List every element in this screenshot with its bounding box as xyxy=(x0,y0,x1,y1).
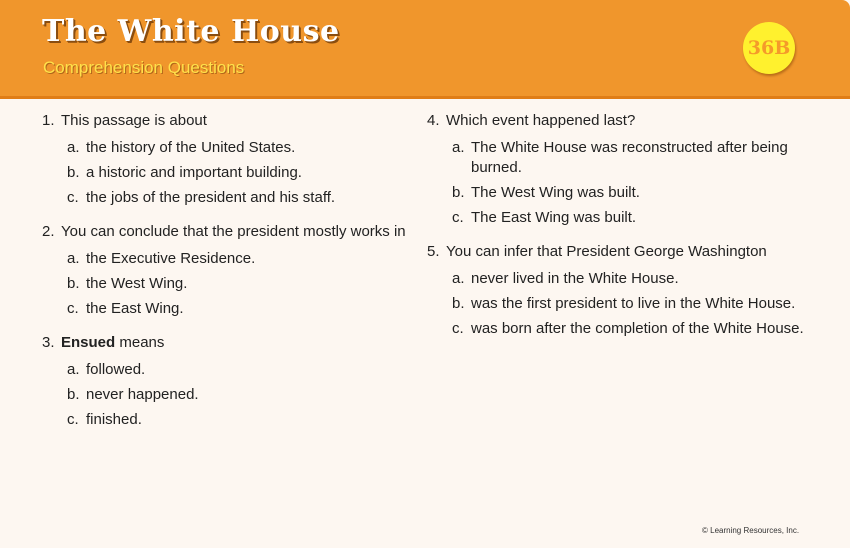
option-text: followed. xyxy=(86,361,146,378)
question-1 xyxy=(42,108,422,208)
option-letter: a. xyxy=(67,361,80,378)
option-text: the history of the United States. xyxy=(86,139,296,156)
question-text xyxy=(61,330,164,355)
option-text: finished. xyxy=(86,411,142,428)
card-title: The White House xyxy=(42,14,340,49)
card-number-badge xyxy=(743,22,795,74)
card-number: 36B xyxy=(747,37,791,59)
option-text: the West Wing. xyxy=(86,275,188,292)
question-number: 4. xyxy=(427,112,440,129)
answer-option xyxy=(67,385,422,405)
option-letter: c. xyxy=(67,411,79,428)
option-letter: c. xyxy=(67,300,79,317)
option-letter: c. xyxy=(452,320,464,337)
option-letter: b. xyxy=(452,295,465,312)
answer-option xyxy=(452,183,822,203)
answer-option xyxy=(452,294,822,314)
option-letter: a. xyxy=(67,139,80,156)
option-text: the East Wing. xyxy=(86,300,184,317)
option-letter: b. xyxy=(67,164,80,181)
answer-option xyxy=(452,208,822,228)
answer-option xyxy=(67,163,422,183)
option-letter: a. xyxy=(452,270,465,287)
question-text: You can infer that President George Washington xyxy=(446,243,767,260)
questions-left-column xyxy=(42,108,422,441)
copyright-notice: © Learning Resources, Inc. xyxy=(702,526,800,535)
option-text: The White House was reconstructed after being burned. xyxy=(471,139,788,176)
option-letter: b. xyxy=(67,386,80,403)
question-text-rest: means xyxy=(115,334,165,351)
questions-right-column xyxy=(427,108,822,350)
answer-option xyxy=(452,138,822,178)
question-number: 5. xyxy=(427,243,440,260)
option-text: The East Wing was built. xyxy=(471,209,637,226)
answer-option xyxy=(67,138,422,158)
answer-option xyxy=(452,319,822,339)
option-text: never lived in the White House. xyxy=(471,270,679,287)
answer-option xyxy=(67,299,422,319)
option-text: The West Wing was built. xyxy=(471,184,640,201)
question-number: 3. xyxy=(42,334,55,351)
option-text: was born after the completion of the White House. xyxy=(471,320,804,337)
option-letter: a. xyxy=(452,139,465,156)
option-text: a historic and important building. xyxy=(86,164,302,181)
option-letter: c. xyxy=(452,209,464,226)
question-3 xyxy=(42,330,422,430)
answer-option xyxy=(67,274,422,294)
option-text: the Executive Residence. xyxy=(86,250,256,267)
option-letter: a. xyxy=(67,250,80,267)
question-4 xyxy=(427,108,822,228)
option-letter: c. xyxy=(67,189,79,206)
question-text: This passage is about xyxy=(61,112,207,129)
question-5 xyxy=(427,239,822,339)
option-text: the jobs of the president and his staff. xyxy=(86,189,336,206)
option-text: never happened. xyxy=(86,386,199,403)
option-letter: b. xyxy=(67,275,80,292)
answer-option xyxy=(67,188,422,208)
answer-option xyxy=(67,249,422,269)
answer-option xyxy=(452,269,822,289)
option-text: was the first president to live in the White House. xyxy=(471,295,796,312)
question-text: Which event happened last? xyxy=(446,112,636,129)
question-2 xyxy=(42,219,422,319)
question-number: 2. xyxy=(42,223,55,240)
question-text: You can conclude that the president mostly works in xyxy=(61,223,406,240)
card-header xyxy=(0,0,850,99)
card-subtitle: Comprehension Questions xyxy=(43,58,245,77)
answer-option xyxy=(67,410,422,430)
vocabulary-word: Ensued xyxy=(61,334,116,351)
answer-option xyxy=(67,360,422,380)
question-number: 1. xyxy=(42,112,55,129)
option-letter: b. xyxy=(452,184,465,201)
